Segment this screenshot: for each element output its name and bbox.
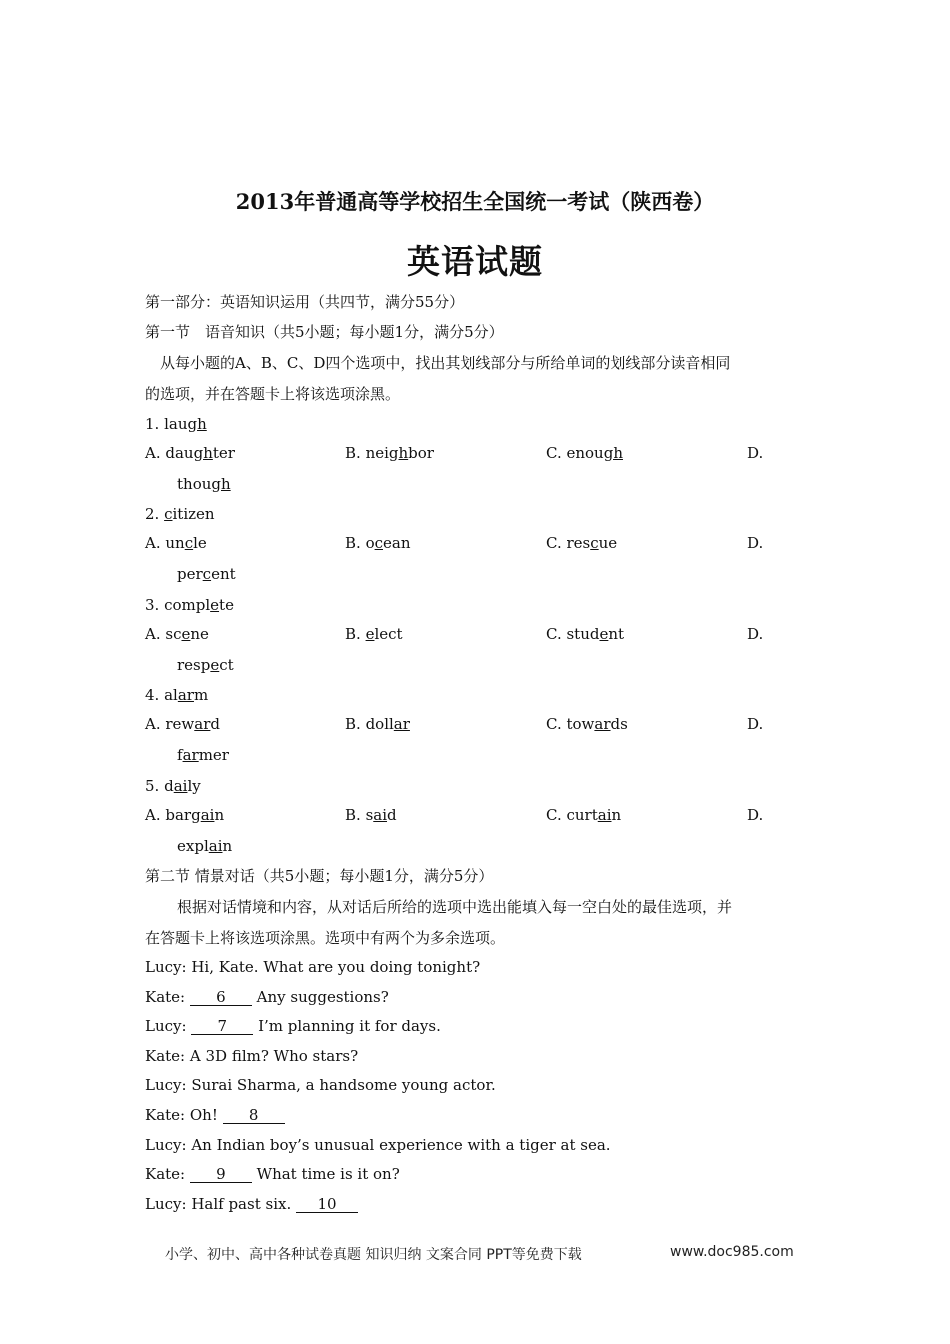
answer-blank[interactable]: 8	[223, 1107, 285, 1124]
dialogue-line: Kate: Oh! 8	[145, 1105, 285, 1125]
question-word: daily	[164, 777, 201, 795]
question-word: citizen	[164, 505, 215, 523]
option-label: C.	[546, 806, 567, 824]
answer-blank[interactable]: 9	[190, 1166, 252, 1183]
underlined-letters: c	[374, 534, 383, 552]
option-word: bargain	[165, 806, 225, 824]
question-word: alarm	[164, 686, 209, 704]
option-word: respect	[177, 656, 234, 674]
option-label: B.	[345, 444, 366, 462]
underlined-letters: c	[164, 505, 173, 523]
question-number: 4.	[145, 686, 165, 704]
underlined-letters: ar	[594, 715, 611, 733]
underlined-letters: e	[365, 625, 375, 643]
option-label: A.	[145, 444, 166, 462]
option-d-label: D.	[747, 534, 764, 552]
question-stem	[145, 595, 234, 615]
section2-instruction: 根据对话情境和内容，从对话后所给的选项中选出能填入每一空白处的最佳选项，并	[177, 898, 733, 916]
underlined-letters: ai	[173, 777, 188, 795]
option-word: neighbor	[365, 444, 434, 462]
option-c	[546, 443, 623, 463]
option-word: percent	[177, 565, 236, 583]
underlined-letters: ar	[393, 715, 410, 733]
dialogue-line: Lucy: 7 I’m planning it for days.	[145, 1017, 441, 1036]
option-word: daughter	[165, 444, 235, 462]
dialogue-line: Lucy: Half past six. 10	[145, 1194, 358, 1214]
option-word: dollar	[365, 715, 410, 733]
option-label: A.	[145, 534, 166, 552]
underlined-letters: ai	[373, 806, 388, 824]
option-label: B.	[345, 806, 366, 824]
answer-blank[interactable]: 6	[190, 989, 252, 1006]
underlined-letters: gh	[193, 444, 213, 462]
option-d	[177, 655, 234, 675]
option-d	[177, 474, 231, 494]
underlined-letters: ai	[597, 806, 612, 824]
underlined-letters: c	[202, 565, 212, 583]
option-d-label: D.	[747, 444, 764, 462]
dialogue-line: Kate: 6 Any suggestions?	[145, 987, 389, 1006]
option-a	[145, 805, 224, 825]
underlined-letters: gh	[211, 475, 231, 493]
underlined-letters: e	[210, 656, 220, 674]
option-label: A.	[145, 625, 166, 643]
section1-instruction-cont: 的选项，并在答题卡上将该选项涂黑。	[145, 385, 401, 403]
option-word: student	[566, 625, 625, 643]
option-d	[177, 836, 232, 856]
option-word: enough	[566, 444, 623, 462]
answer-blank[interactable]: 7	[191, 1018, 253, 1035]
exam-subtitle: 英语试题	[407, 242, 543, 281]
option-word: elect	[365, 625, 403, 643]
option-word: scene	[165, 625, 209, 643]
question-number: 3.	[145, 596, 165, 614]
option-label: A.	[145, 806, 166, 824]
option-a	[145, 624, 209, 644]
dialogue-line: Lucy: Surai Sharma, a handsome young actor.	[145, 1076, 496, 1095]
part1-header: 第一部分：英语知识运用（共四节，满分55分）	[145, 293, 465, 311]
underlined-letters: gh	[603, 444, 623, 462]
option-word: towards	[566, 715, 628, 733]
option-c	[546, 533, 617, 553]
underlined-letters: e	[599, 625, 609, 643]
option-label: B.	[345, 534, 366, 552]
underlined-letters: gh	[187, 415, 207, 433]
option-label: C.	[546, 715, 567, 733]
underlined-letters: c	[590, 534, 599, 552]
question-word: laugh	[164, 415, 207, 433]
option-b	[345, 624, 403, 644]
option-c	[546, 714, 628, 734]
question-number: 2.	[145, 505, 165, 523]
option-b	[345, 805, 397, 825]
dialogue-line: Lucy: An Indian boy’s unusual experience with a tiger at sea.	[145, 1135, 611, 1154]
section1-header: 第一节 语音知识（共5小题；每小题1分，满分5分）	[145, 323, 504, 341]
dialogue-line: Kate: 9 What time is it on?	[145, 1165, 400, 1184]
dialogue-line: Kate: A 3D film? Who stars?	[145, 1046, 359, 1065]
question-stem	[145, 685, 208, 705]
option-a	[145, 533, 207, 553]
option-label: C.	[546, 534, 567, 552]
underlined-letters: ar	[182, 746, 199, 764]
question-stem	[145, 776, 201, 796]
underlined-letters: ai	[200, 806, 215, 824]
option-d-label: D.	[747, 625, 764, 643]
dialogue-line: Lucy: Hi, Kate. What are you doing tonight?	[145, 958, 481, 976]
underlined-letters: e	[210, 596, 220, 614]
option-d	[177, 564, 236, 584]
option-word: curtain	[566, 806, 622, 824]
option-word: said	[365, 806, 397, 824]
option-d-label: D.	[747, 806, 764, 824]
option-b	[345, 443, 434, 463]
option-label: C.	[546, 444, 567, 462]
option-word: ocean	[365, 534, 411, 552]
option-label: B.	[345, 715, 366, 733]
footer-text: 小学、初中、高中各种试卷真题 知识归纳 文案合同 PPT等免费下载	[165, 1247, 582, 1263]
option-c	[546, 624, 624, 644]
option-word: though	[177, 475, 231, 493]
underlined-letters: c	[184, 534, 194, 552]
underlined-letters: ar	[177, 686, 194, 704]
footer-url[interactable]: www.doc985.com	[670, 1244, 794, 1260]
question-stem	[145, 504, 215, 524]
option-label: B.	[345, 625, 366, 643]
option-d-label: D.	[747, 715, 764, 733]
option-c	[546, 805, 621, 825]
option-word: explain	[177, 837, 233, 855]
underlined-letters: gh	[388, 444, 409, 462]
question-word: complete	[164, 596, 234, 614]
option-word: reward	[165, 715, 220, 733]
underlined-letters: e	[181, 625, 191, 643]
underlined-letters: ai	[208, 837, 223, 855]
option-d	[177, 745, 229, 765]
underlined-letters: ar	[194, 715, 211, 733]
section1-instruction: 从每小题的A、B、C、D四个选项中，找出其划线部分与所给单词的划线部分读音相同	[160, 354, 731, 372]
option-label: A.	[145, 715, 166, 733]
option-b	[345, 714, 410, 734]
section2-header: 第二节 情景对话（共5小题；每小题1分，满分5分）	[145, 867, 494, 885]
option-a	[145, 443, 235, 463]
option-b	[345, 533, 410, 553]
question-number: 1.	[145, 415, 165, 433]
option-word: uncle	[165, 534, 207, 552]
exam-title: 2013年普通高等学校招生全国统一考试（陕西卷）	[235, 189, 715, 214]
answer-blank[interactable]: 10	[296, 1196, 358, 1213]
option-label: C.	[546, 625, 567, 643]
option-word: rescue	[566, 534, 618, 552]
section2-instruction-cont: 在答题卡上将该选项涂黑。选项中有两个为多余选项。	[145, 929, 506, 947]
question-stem	[145, 414, 207, 434]
option-a	[145, 714, 220, 734]
option-word: farmer	[177, 746, 229, 764]
question-number: 5.	[145, 777, 165, 795]
